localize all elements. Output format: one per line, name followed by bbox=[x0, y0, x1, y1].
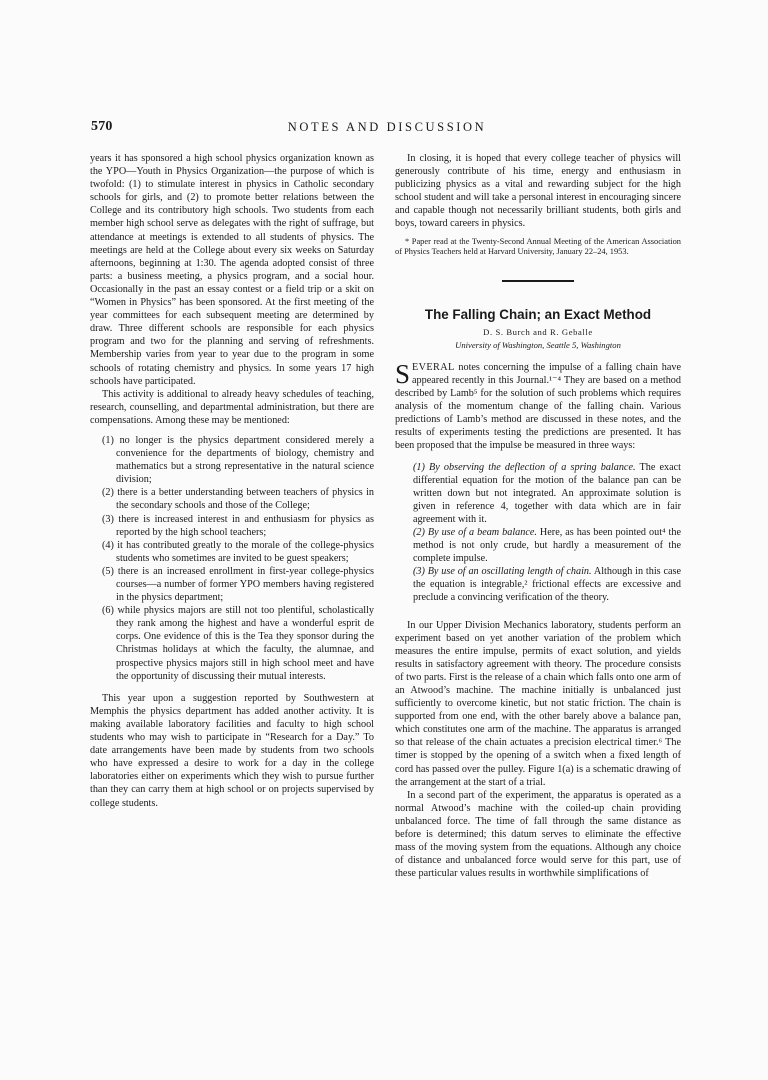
method-text: Although in this case the equation is integrable,² frictional effects are excessive and preclude a convincing verification of the theory. bbox=[413, 566, 681, 604]
intro-text: notes concerning the impulse of a falling chain have appeared recently in this Journal.¹⁻⁴ They are based on a method described by Lamb⁵ for the solution of such problems which requires analysis of the momentum change of the falling chain. Various predictions of Lamb’s method are discussed in these notes, and the results of experiments testing the predictions are presented. It has been proposed that the impulse be measured in three ways: bbox=[395, 361, 681, 452]
method-item bbox=[413, 526, 681, 565]
body-paragraph: This year upon a suggestion reported by Southwestern at Memphis the physics department has added another activity. It is making available laboratory facilities and faculty to high school students who may wish to participate in “Research for a Day.” To date arrangements have been made by students from two schools who have expressed a desire to work for a day in the college laboratories either on experiments which they wish to pursue further than they can carry them at high school or on projects supervised by college students. bbox=[90, 692, 374, 809]
body-paragraph: In a second part of the experiment, the apparatus is operated as a normal Atwood’s machine with the coiled-up chain providing unbalanced force. The time of fall through the same distance as before is determined; this datum serves to eliminate the effective mass of the moving system from the equations. Although any choice of distance and unbalanced force would serve for this part, use of these particular values results in worthwhile simplifications of bbox=[395, 789, 681, 880]
intro-paragraph bbox=[395, 358, 681, 453]
footnote: * Paper read at the Twenty-Second Annual Meeting of the American Association of Physics Teachers held at Harvard University, January 22–24, 1953. bbox=[395, 236, 681, 256]
body-paragraph: In closing, it is hoped that every college teacher of physics will generously contribute of his time, energy and enthusiasm in publicizing physics as a vital and rewarding subject for the high school student and will take a personal interest in encouraging sincere and capable though not necessarily brilliant students, both girls and boys, toward careers in physics. bbox=[395, 153, 681, 230]
running-head: NOTES AND DISCUSSION bbox=[287, 120, 487, 134]
page-number: 570 bbox=[91, 119, 113, 134]
drop-cap: S bbox=[395, 358, 411, 389]
section-divider bbox=[502, 280, 574, 282]
method-item bbox=[413, 565, 681, 604]
body-paragraph: In our Upper Division Mechanics laboratory, students perform an experiment based on yet another variation of the problem which measures the entire impulse, permits of exact solution, and yields results in satisfactory agreement with theory. The procedure consists of two parts. First is the release of a chain which falls onto one arm of an Atwood’s machine. The machine initially is unbalanced just sufficiently to overcome kinetic, but not static friction. The chain is supported from one end, with the other barely above a balance pan, which constitutes one arm of the machine. The apparatus is arranged so that release of the chain actuates a precision electrical timer.⁶ The timer is stopped by the opening of a switch when a fixed length of cord has passed over the pulley. Figure 1(a) is a schematic drawing of the arrangement at the start of a trial. bbox=[395, 619, 681, 788]
method-text: The exact differential equation for the motion of the balance pan can be written down but not integrated. An approximate solution is given in reference 4, together with data which are in fair agreement with it. bbox=[413, 461, 681, 525]
method-label: (2) By use of a beam balance. bbox=[413, 526, 537, 538]
methods-list bbox=[413, 461, 681, 605]
method-label: (3) By use of an oscillating length of chain. bbox=[413, 566, 592, 578]
body-paragraph: years it has sponsored a high school physics organization known as the YPO—Youth in Physics Organization—the purpose of which is twofold: (1) to stimulate interest in physics in Catholic secondary schools for girls, and (2) to promote better relations between the College and its contributory high schools. Two students from each member high school serve as delegates with the right of suffrage, but attendance at meetings is extended to all students of physics. The meetings are held at the College about every six weeks on Saturday afternoons, beginning at 1:30. The agenda adopted consist of three parts: a business meeting, a physics program, and a social hour. Occasionally in the past an essay contest or a field trip or a skit on “Women in Physics” has been sponsored. At the first meeting of the year committees for each subsequent meeting are determined by draw. Three different schools are responsible for each physics program and two for the planning and serving of refreshments. Membership varies from year to year due to the program in some schools of rotating chemistry and physics. In some years 17 high schools have participated. bbox=[90, 153, 374, 387]
method-label: (1) By observing the deflection of a spring balance. bbox=[413, 461, 636, 473]
article-affiliation: University of Washington, Seattle 5, Washington bbox=[455, 339, 621, 350]
list-item: (6) while physics majors are still not too plentiful, scholastically they rank among the highest and have a wonderful esprit de corps. One evidence of this is the Tea they sponsor during the Christmas holidays at which the faculty, the alumnae, and prospective physics majors still in high school meet and have the opportunity of discussing their mutual interests. bbox=[102, 605, 374, 682]
list-item: (1) no longer is the physics department considered merely a convenience for the departments of biology, chemistry and mathematics but a strong representative in the natural science division; bbox=[102, 434, 374, 486]
left-column bbox=[90, 152, 374, 810]
body-paragraph: This activity is additional to already heavy schedules of teaching, research, counselling, and departmental administration, but there are compensations. Among these may be mentioned: bbox=[90, 388, 374, 426]
method-item bbox=[413, 461, 681, 526]
list-item: (2) there is a better understanding between teachers of physics in the secondary schools and those of the College; bbox=[102, 487, 374, 512]
right-column bbox=[395, 152, 681, 880]
intro-lead-word: EVERAL bbox=[412, 361, 455, 373]
compensations-list bbox=[90, 434, 374, 683]
list-item: (5) there is an increased enrollment in first-year college-physics courses—a number of former YPO members having registered in the physics department; bbox=[102, 565, 374, 604]
page-header bbox=[91, 119, 683, 139]
list-item: (3) there is increased interest in and enthusiasm for physics as reported by the high school teachers; bbox=[102, 513, 374, 538]
article-title: The Falling Chain; an Exact Method bbox=[424, 306, 652, 322]
method-text: Here, as has been pointed out⁴ the method is not only crude, but hardly a measurement of the complete impulse. bbox=[413, 526, 681, 565]
list-item: (4) it has contributed greatly to the morale of the college-physics students who sometimes are invited to be guest speakers; bbox=[102, 539, 374, 564]
article-authors: D. S. Burch and R. Geballe bbox=[483, 326, 593, 337]
